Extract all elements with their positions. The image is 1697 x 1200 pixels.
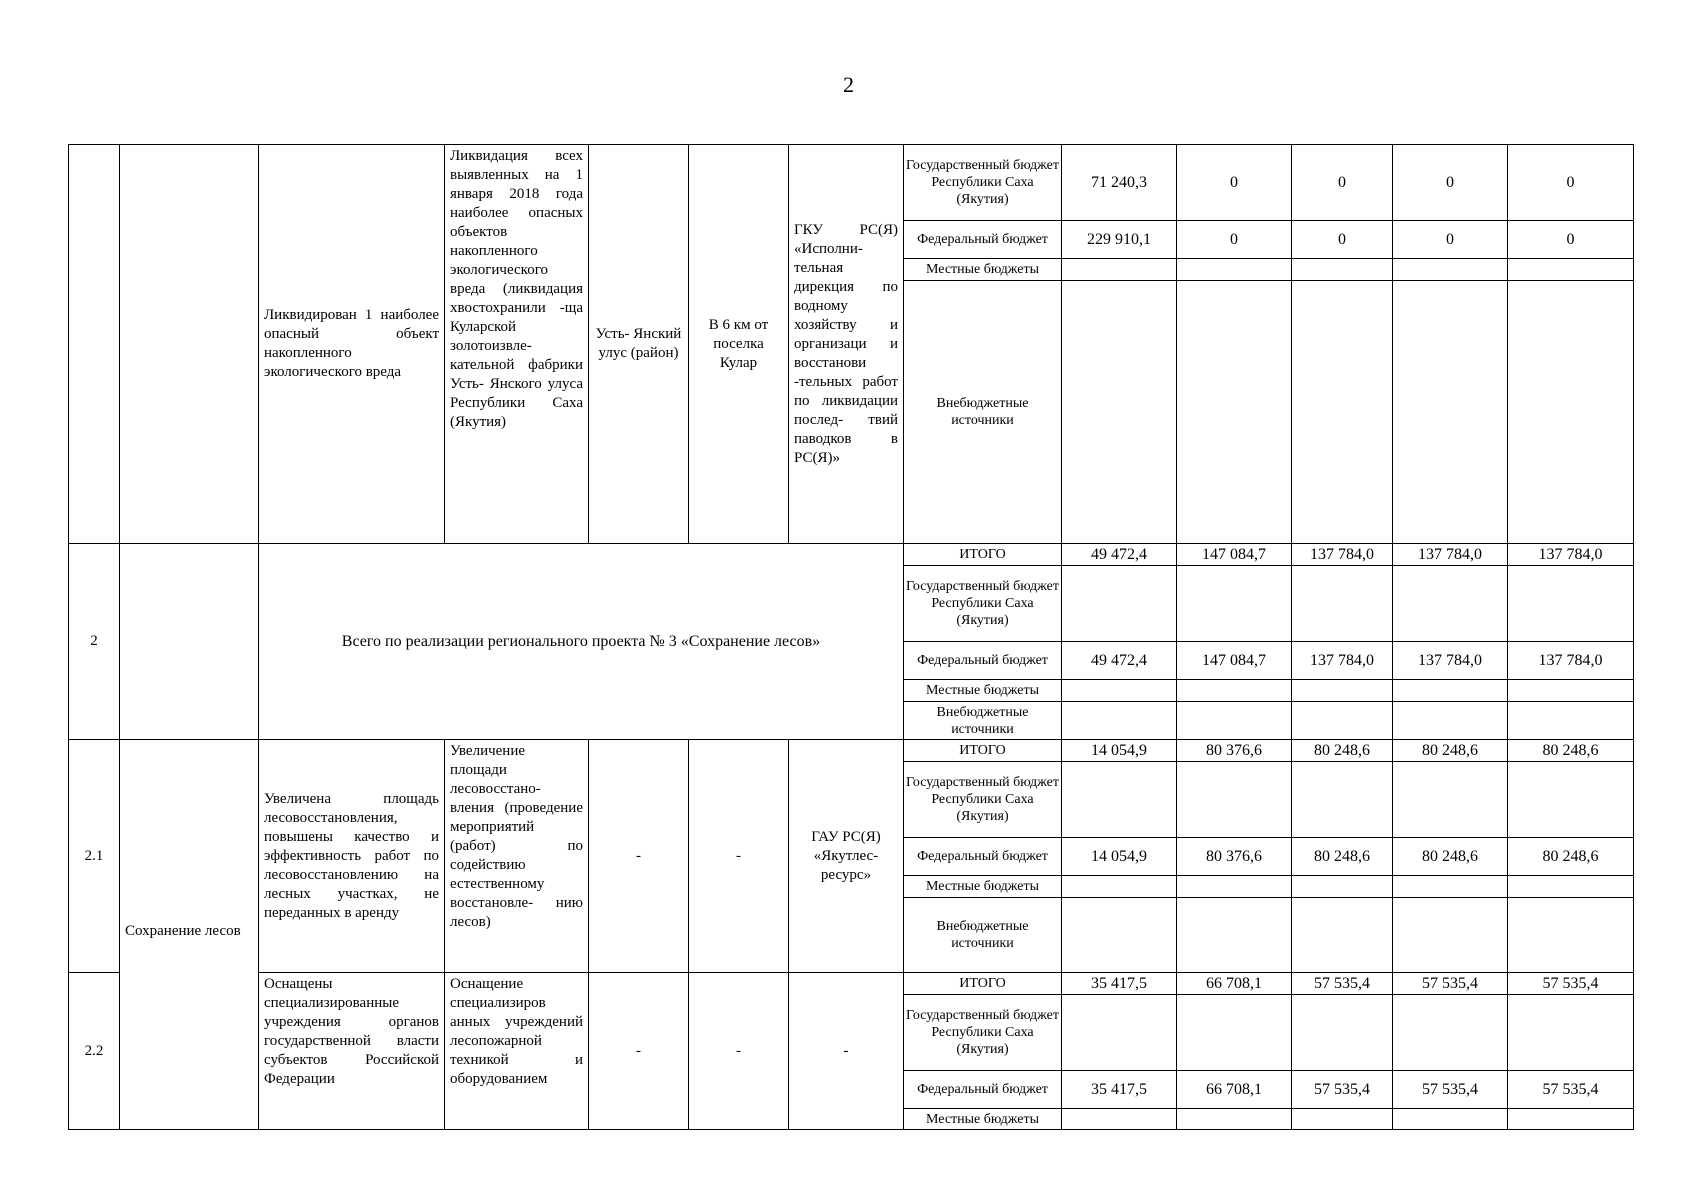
source-label: Местные бюджеты — [904, 876, 1062, 898]
value-cell: 0 — [1393, 145, 1508, 221]
row-number-cell: 2 — [69, 544, 120, 740]
value-cell: 66 708,1 — [1177, 1071, 1292, 1109]
executor-cell: ГАУ РС(Я) «Якутлес- ресурс» — [789, 740, 904, 973]
value-cell: 71 240,3 — [1062, 145, 1177, 221]
source-label: Федеральный бюджет — [904, 1071, 1062, 1109]
source-label: Местные бюджеты — [904, 680, 1062, 702]
location-cell: - — [689, 973, 789, 1130]
value-cell: 0 — [1292, 221, 1393, 259]
value-cell: 49 472,4 — [1062, 642, 1177, 680]
source-label: Федеральный бюджет — [904, 221, 1062, 259]
value-cell: 80 376,6 — [1177, 740, 1292, 762]
value-cell: 80 248,6 — [1508, 838, 1634, 876]
location-cell: - — [689, 740, 789, 973]
value-cell: 80 248,6 — [1393, 838, 1508, 876]
source-label: ИТОГО — [904, 544, 1062, 566]
value-cell: 147 084,7 — [1177, 642, 1292, 680]
project-name-cell — [120, 740, 259, 1130]
result-cell: Ликвидирован 1 наиболее опасный объект накопленного экологического вреда — [259, 145, 445, 544]
table-row — [69, 740, 1634, 762]
value-cell: 35 417,5 — [1062, 973, 1177, 995]
row-number-cell: 2.2 — [69, 973, 120, 1130]
result-cell: Оснащены специализированные учреждения органов государственной власти субъектов Российской Федерации — [259, 973, 445, 1130]
budget-table — [68, 144, 1634, 1130]
value-cell: 49 472,4 — [1062, 544, 1177, 566]
project-name-cell — [120, 544, 259, 740]
value-cell: 35 417,5 — [1062, 1071, 1177, 1109]
source-label: ИТОГО — [904, 973, 1062, 995]
value-cell: 137 784,0 — [1292, 544, 1393, 566]
page-number: 2 — [843, 72, 854, 97]
value-cell: 14 054,9 — [1062, 740, 1177, 762]
value-cell: 57 535,4 — [1508, 973, 1634, 995]
row-number-cell: 2.1 — [69, 740, 120, 973]
table-row — [69, 544, 1634, 566]
value-cell: 147 084,7 — [1177, 544, 1292, 566]
value-cell: 57 535,4 — [1508, 1071, 1634, 1109]
source-label: Государственный бюджет Республики Саха (Якутия) — [904, 566, 1062, 642]
value-cell: 57 535,4 — [1393, 1071, 1508, 1109]
source-label: Государственный бюджет Республики Саха (Якутия) — [904, 145, 1062, 221]
district-cell: - — [589, 973, 689, 1130]
value-cell: 0 — [1177, 145, 1292, 221]
value-cell: 0 — [1508, 221, 1634, 259]
activity-cell: Оснащение специализиров анных учреждений лесопожарной техникой и оборудованием — [445, 973, 589, 1130]
location-cell: В 6 км от поселка Кулар — [689, 145, 789, 544]
project-name-cell — [120, 145, 259, 544]
value-cell: 0 — [1292, 145, 1393, 221]
result-cell: Увеличена площадь лесовосстановления, повышены качество и эффективность работ по лесовосстановлению на лесных участках, не переданных в аренду — [259, 740, 445, 973]
activity-cell: Увеличение площади лесовосстано- вления (проведение мероприятий (работ) по содействию естественному восстановле- нию лесов) — [445, 740, 589, 973]
source-label: Федеральный бюджет — [904, 642, 1062, 680]
value-cell: 137 784,0 — [1393, 544, 1508, 566]
value-cell: 14 054,9 — [1062, 838, 1177, 876]
table-row — [69, 145, 1634, 221]
value-cell: 80 248,6 — [1292, 740, 1393, 762]
executor-cell: ГКУ РС(Я) «Исполни- тельная дирекция по водному хозяйству и организаци и восстанови -тельных работ по ликвидации послед- твий паводков в РС(Я)» — [789, 145, 904, 544]
source-label: Местные бюджеты — [904, 1109, 1062, 1130]
value-cell: 229 910,1 — [1062, 221, 1177, 259]
project-name: Сохранение лесов — [125, 923, 241, 939]
value-cell: 57 535,4 — [1393, 973, 1508, 995]
value-cell: 0 — [1177, 221, 1292, 259]
value-cell: 57 535,4 — [1292, 973, 1393, 995]
source-label: Федеральный бюджет — [904, 838, 1062, 876]
source-label: ИТОГО — [904, 740, 1062, 762]
source-label: Государственный бюджет Республики Саха (Якутия) — [904, 995, 1062, 1071]
table-row — [69, 973, 1634, 995]
value-cell: 0 — [1508, 145, 1634, 221]
source-label: Внебюджетные источники — [904, 702, 1062, 740]
source-label: Внебюджетные источники — [904, 281, 1062, 544]
value-cell: 80 376,6 — [1177, 838, 1292, 876]
value-cell: 57 535,4 — [1292, 1071, 1393, 1109]
value-cell: 80 248,6 — [1508, 740, 1634, 762]
value-cell: 137 784,0 — [1508, 544, 1634, 566]
value-cell: 0 — [1393, 221, 1508, 259]
section-title: Всего по реализации регионального проекта № 3 «Сохранение лесов» — [259, 544, 904, 740]
value-cell: 66 708,1 — [1177, 973, 1292, 995]
value-cell: 137 784,0 — [1292, 642, 1393, 680]
district-cell: - — [589, 740, 689, 973]
row-number-cell — [69, 145, 120, 544]
value-cell: 137 784,0 — [1508, 642, 1634, 680]
source-label: Местные бюджеты — [904, 259, 1062, 281]
district-cell: Усть- Янский улус (район) — [589, 145, 689, 544]
value-cell: 137 784,0 — [1393, 642, 1508, 680]
source-label: Внебюджетные источники — [904, 898, 1062, 973]
value-cell: 80 248,6 — [1393, 740, 1508, 762]
source-label: Государственный бюджет Республики Саха (Якутия) — [904, 762, 1062, 838]
executor-cell: - — [789, 973, 904, 1130]
activity-cell: Ликвидация всех выявленных на 1 января 2018 года наиболее опасных объектов накопленного экологического вреда (ликвидация хвостохранили -ща Куларской золотоизвле- кательной фабрики Усть- Янского улуса Республики Саха (Якутия) — [445, 145, 589, 544]
value-cell: 80 248,6 — [1292, 838, 1393, 876]
